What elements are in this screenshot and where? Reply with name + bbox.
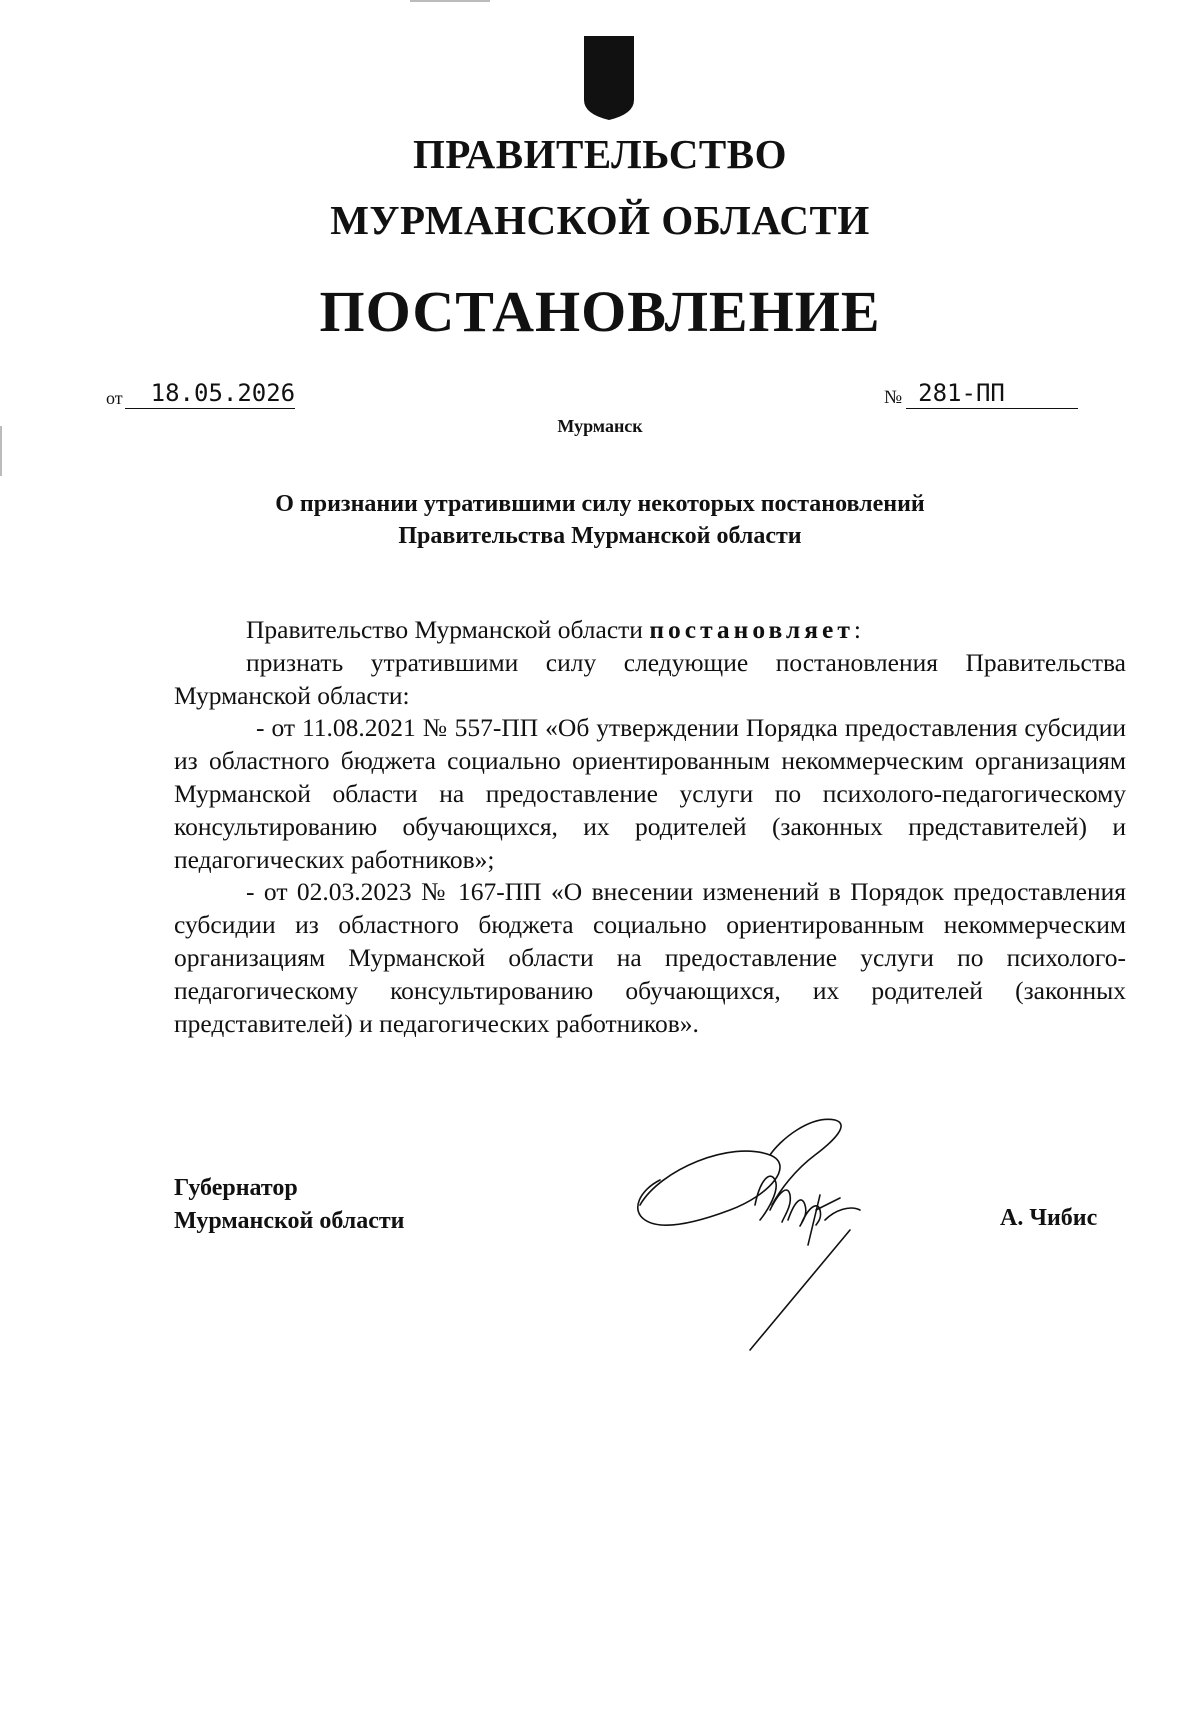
- document-date: [106, 378, 295, 409]
- document-number: [884, 378, 1078, 409]
- signatory-name: А. Чибис: [1000, 1205, 1098, 1231]
- intro-end: :: [853, 615, 861, 644]
- document-body: [174, 614, 1126, 1040]
- handwritten-signature-icon: [620, 1110, 900, 1360]
- organization-name-line1: ПРАВИТЕЛЬСТВО: [412, 131, 788, 177]
- number-prefix: №: [884, 387, 903, 408]
- body-paragraph-2: признать утратившими силу следующие постановления Правительства Мурманской области:: [174, 647, 1126, 710]
- scan-artifact: [410, 0, 490, 2]
- date-prefix: от: [106, 388, 123, 408]
- signatory-title-line2: Мурманской области: [174, 1208, 405, 1234]
- signatory-title: [174, 1172, 404, 1238]
- body-list-item-1: - от 11.08.2021 № 557-ПП «Об утверждении Порядка предоставления субсидии из областного бюджета социально ориентированным некоммерческим организациям Мурманской области на предоставление услуги по психолого-педагогическому консультированию обучающихся, их родителей (законных представителей) и педагогических работников»;: [174, 713, 1126, 874]
- body-intro: [174, 614, 1126, 647]
- document-type-title: ПОСТАНОВЛЕНИЕ: [319, 279, 881, 344]
- document-subject: [0, 488, 1200, 552]
- signatory-title-line1: Губернатор: [174, 1175, 298, 1201]
- date-value: 18.05.2026: [125, 378, 295, 409]
- subject-line2: Правительства Мурманской области: [398, 523, 802, 549]
- coat-of-arms-emblem-icon: [582, 34, 636, 122]
- intro-decree-word: постановляет: [649, 615, 854, 644]
- subject-line1: О признании утратившими силу некоторых постановлений: [275, 491, 925, 517]
- body-list-item-2: - от 02.03.2023 № 167-ПП «О внесении изменений в Порядок предоставления субсидии из областного бюджета социально ориентированным некоммерческим организациям Мурманской области на предоставление услуги по психолого-педагогическому консультированию обучающихся, их родителей (законных представителей) и педагогических работников».: [174, 877, 1126, 1038]
- intro-start: Правительство Мурманской области: [246, 615, 650, 644]
- city-name: Мурманск: [557, 416, 643, 436]
- number-value: 281-ПП: [906, 378, 1078, 409]
- organization-name-line2: МУРМАНСКОЙ ОБЛАСТИ: [330, 197, 870, 243]
